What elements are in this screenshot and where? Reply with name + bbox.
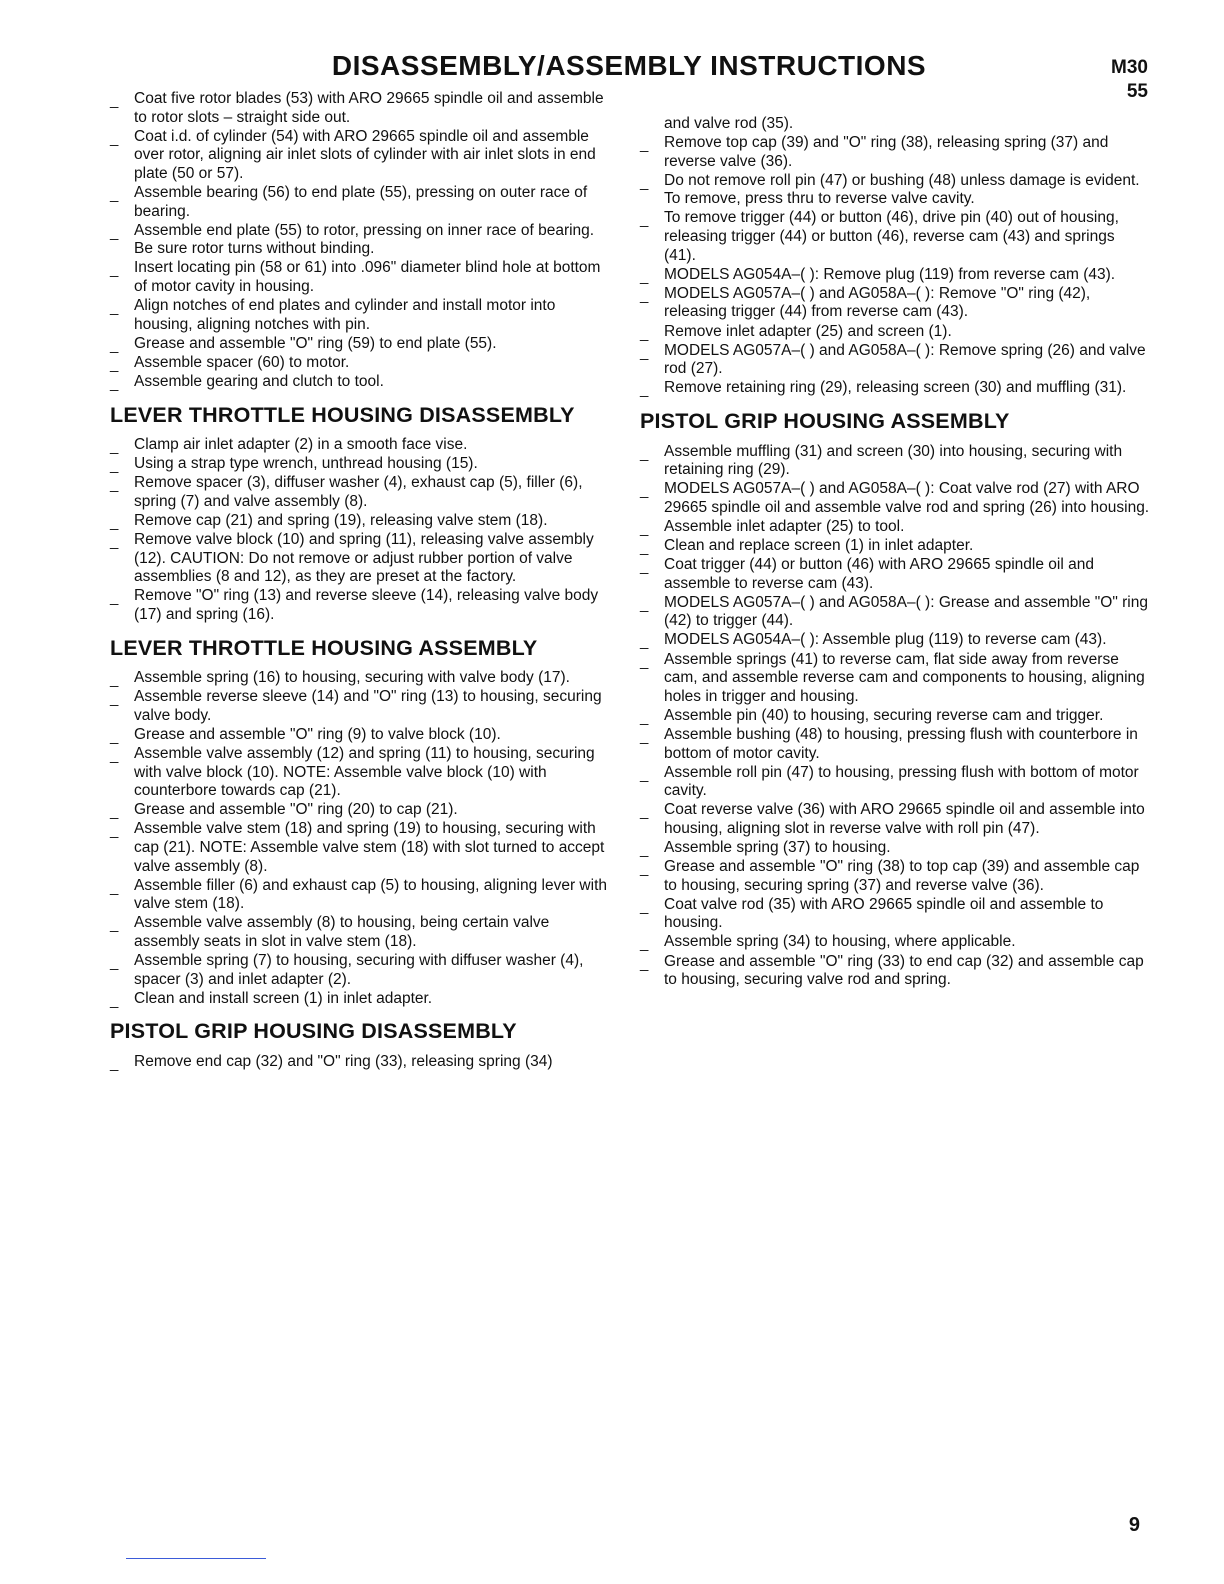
list-item: _ Remove cap (21) and spring (19), releasing valve stem (18). — [110, 512, 610, 531]
list-item: _ Grease and assemble "O" ring (20) to cap (21). — [110, 801, 610, 820]
list-item: _ Assemble reverse sleeve (14) and "O" ring (13) to housing, securing valve body. — [110, 688, 610, 725]
doc-code: M30 — [1111, 57, 1148, 78]
list-item: _ Grease and assemble "O" ring (9) to valve block (10). — [110, 726, 610, 745]
list-item: _ Assemble spring (34) to housing, where applicable. — [640, 933, 1150, 952]
list-item: _ Grease and assemble "O" ring (59) to end plate (55). — [110, 335, 610, 354]
list-item: _ Remove end cap (32) and "O" ring (33), releasing spring (34) — [110, 1053, 610, 1072]
list-item: _ MODELS AG054A–( ): Remove plug (119) from reverse cam (43). — [640, 266, 1150, 285]
list-item: _ Assemble roll pin (47) to housing, pressing flush with bottom of motor cavity. — [640, 764, 1150, 801]
motor-assembly-list — [110, 90, 610, 392]
document-code — [1111, 56, 1148, 104]
pistol-disassembly-list-start — [110, 1053, 610, 1072]
list-item: _ Remove top cap (39) and "O" ring (38), releasing spring (37) and reverse valve (36). — [640, 134, 1150, 171]
list-item: _ Assemble spring (37) to housing. — [640, 839, 1150, 858]
footer-divider — [126, 1558, 266, 1559]
list-item: _ Align notches of end plates and cylinder and install motor into housing, aligning notches with pin. — [110, 297, 610, 334]
page-title: DISASSEMBLY/ASSEMBLY INSTRUCTIONS — [331, 50, 927, 81]
list-item: _ Do not remove roll pin (47) or bushing (48) unless damage is evident. To remove, press thru to reverse valve cavity. — [640, 172, 1150, 209]
list-item: _ Assemble spring (16) to housing, securing with valve body (17). — [110, 669, 610, 688]
list-item: _ Coat reverse valve (36) with ARO 29665 spindle oil and assemble into housing, aligning slot in reverse valve with roll pin (47). — [640, 801, 1150, 838]
list-item: _ Remove retaining ring (29), releasing screen (30) and muffling (31). — [640, 379, 1150, 398]
right-column — [640, 115, 1150, 990]
list-item: _ Assemble inlet adapter (25) to tool. — [640, 518, 1150, 537]
list-item: _ Remove "O" ring (13) and reverse sleeve (14), releasing valve body (17) and spring (16). — [110, 587, 610, 624]
list-item: _ MODELS AG054A–( ): Assemble plug (119) to reverse cam (43). — [640, 631, 1150, 650]
list-item: _ Assemble spring (7) to housing, securing with diffuser washer (4), spacer (3) and inlet adapter (2). — [110, 952, 610, 989]
list-item: _ Remove valve block (10) and spring (11), releasing valve assembly (12). CAUTION: Do not remove or adjust rubber portion of valve assemblies (8 and 12), as they are preset at the factory. — [110, 531, 610, 587]
list-item: _ MODELS AG057A–( ) and AG058A–( ): Remove spring (26) and valve rod (27). — [640, 342, 1150, 379]
list-item: _ Assemble valve assembly (12) and spring (11) to housing, securing with valve block (10). NOTE: Assemble valve block (10) with counterbore towards cap (21). — [110, 745, 610, 801]
list-item: _ Remove spacer (3), diffuser washer (4), exhaust cap (5), filler (6), spring (7) and valve assembly (8). — [110, 474, 610, 511]
left-column — [110, 90, 610, 1072]
list-item: _ Assemble pin (40) to housing, securing reverse cam and trigger. — [640, 707, 1150, 726]
list-item: _ Clean and replace screen (1) in inlet adapter. — [640, 537, 1150, 556]
list-item: _ Coat trigger (44) or button (46) with ARO 29665 spindle oil and assemble to reverse cam (43). — [640, 556, 1150, 593]
list-item: _ Coat five rotor blades (53) with ARO 29665 spindle oil and assemble to rotor slots – straight side out. — [110, 90, 610, 127]
lever-assembly-heading: LEVER THROTTLE HOUSING ASSEMBLY — [110, 635, 538, 660]
list-item: _ Assemble end plate (55) to rotor, pressing on inner race of bearing. Be sure rotor turns without binding. — [110, 222, 610, 259]
list-item: _ Coat valve rod (35) with ARO 29665 spindle oil and assemble to housing. — [640, 896, 1150, 933]
pistol-assembly-heading: PISTOL GRIP HOUSING ASSEMBLY — [640, 408, 1010, 433]
list-item: _ Assemble filler (6) and exhaust cap (5) to housing, aligning lever with valve stem (18). — [110, 877, 610, 914]
lever-disassembly-heading: LEVER THROTTLE HOUSING DISASSEMBLY — [110, 402, 575, 427]
list-item: _ Coat i.d. of cylinder (54) with ARO 29665 spindle oil and assemble over rotor, aligning air inlet slots of cylinder with air inlet slots in end plate (50 or 57). — [110, 128, 610, 184]
list-item: _ Insert locating pin (58 or 61) into .096" diameter blind hole at bottom of motor cavity in housing. — [110, 259, 610, 296]
list-item: _ Using a strap type wrench, unthread housing (15). — [110, 455, 610, 474]
lever-assembly-list — [110, 669, 610, 1008]
list-item: _ Assemble valve stem (18) and spring (19) to housing, securing with cap (21). NOTE: Assemble valve stem (18) with slot turned to accept valve assembly (8). — [110, 820, 610, 876]
pistol-disassembly-heading: PISTOL GRIP HOUSING DISASSEMBLY — [110, 1019, 517, 1044]
pistol-assembly-list — [640, 443, 1150, 990]
list-item: _ Assemble valve assembly (8) to housing, being certain valve assembly seats in slot in valve stem (18). — [110, 914, 610, 951]
list-item: _ Remove inlet adapter (25) and screen (1). — [640, 323, 1150, 342]
page-number: 9 — [1128, 1514, 1140, 1536]
list-item: _ MODELS AG057A–( ) and AG058A–( ): Coat valve rod (27) with ARO 29665 spindle oil and assemble valve rod and spring (26) into housing. — [640, 480, 1150, 517]
list-item: _ Assemble bushing (48) to housing, pressing flush with counterbore in bottom of motor cavity. — [640, 726, 1150, 763]
list-item: _ Assemble muffling (31) and screen (30) into housing, securing with retaining ring (29). — [640, 443, 1150, 480]
list-item: _ MODELS AG057A–( ) and AG058A–( ): Grease and assemble "O" ring (42) to trigger (44). — [640, 594, 1150, 631]
list-item: _ Grease and assemble "O" ring (38) to top cap (39) and assemble cap to housing, securing spring (37) and reverse valve (36). — [640, 858, 1150, 895]
list-item: _ Assemble spacer (60) to motor. — [110, 354, 610, 373]
list-item: _ Grease and assemble "O" ring (33) to end cap (32) and assemble cap to housing, securing valve rod and spring. — [640, 953, 1150, 990]
list-item: _ To remove trigger (44) or button (46), drive pin (40) out of housing, releasing trigger (44) or button (46), reverse cam (43) and springs (41). — [640, 209, 1150, 265]
pistol-disassembly-list — [640, 115, 1150, 398]
list-item: _ Assemble springs (41) to reverse cam, flat side away from reverse cam, and assemble reverse cam and components to housing, aligning holes in trigger and housing. — [640, 651, 1150, 707]
lever-disassembly-list — [110, 436, 610, 624]
list-item: _ Assemble gearing and clutch to tool. — [110, 373, 610, 392]
list-item-continuation: and valve rod (35). — [664, 115, 794, 132]
doc-number: 55 — [1126, 81, 1148, 102]
list-item: _ Clean and install screen (1) in inlet adapter. — [110, 990, 610, 1009]
list-item: _ Assemble bearing (56) to end plate (55), pressing on outer race of bearing. — [110, 184, 610, 221]
list-item: _ MODELS AG057A–( ) and AG058A–( ): Remove "O" ring (42), releasing trigger (44) from reverse cam (43). — [640, 285, 1150, 322]
list-item: _ Clamp air inlet adapter (2) in a smooth face vise. — [110, 436, 610, 455]
